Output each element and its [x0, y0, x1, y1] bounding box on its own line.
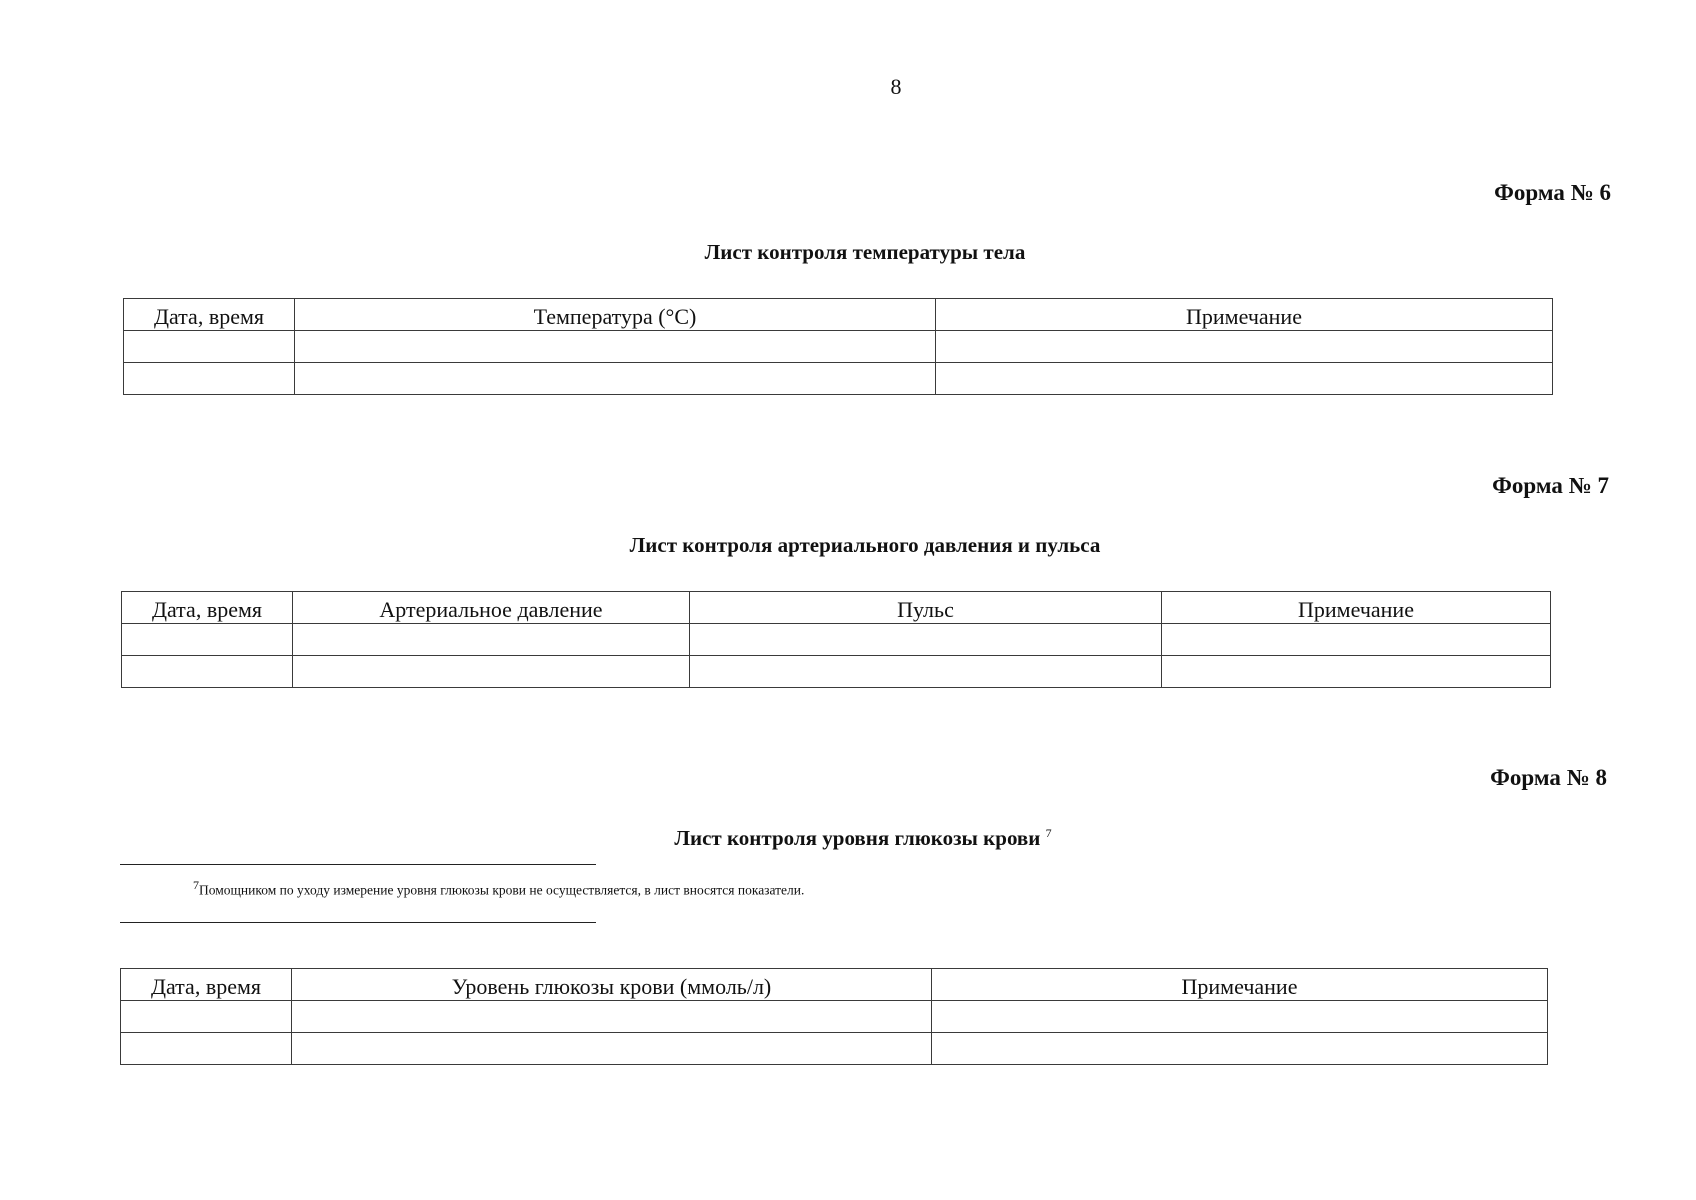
table-cell[interactable] — [124, 363, 295, 395]
form-8-title: Лист контроля уровня глюкозы крови — [674, 826, 1041, 850]
footnote-reference: 7 — [1045, 826, 1052, 840]
table-cell[interactable] — [932, 1001, 1548, 1033]
column-header-note: Примечание — [932, 969, 1548, 1001]
table-row — [122, 624, 1551, 656]
column-header-temperature: Температура (°C) — [295, 299, 936, 331]
table-cell[interactable] — [121, 1001, 292, 1033]
form-6-label: Форма № 6 — [1494, 180, 1611, 205]
footnote-mark: 7 — [193, 878, 199, 892]
table-header-row — [122, 592, 1551, 624]
footnote-text: Помощником по уходу измерение уровня глюкозы крови не осуществляется, в лист вносятся показатели. — [199, 882, 805, 898]
table-cell[interactable] — [936, 363, 1553, 395]
footnote-rule-bottom — [120, 922, 596, 923]
table-cell[interactable] — [293, 624, 690, 656]
table-header-row — [121, 969, 1548, 1001]
table-cell[interactable] — [1162, 656, 1551, 688]
table-header-row — [124, 299, 1553, 331]
form-6-title: Лист контроля температуры тела — [704, 240, 1026, 264]
table-cell[interactable] — [295, 331, 936, 363]
form-7-title: Лист контроля артериального давления и пульса — [629, 533, 1101, 557]
table-cell[interactable] — [292, 1033, 932, 1065]
footnote — [193, 878, 804, 899]
table-cell[interactable] — [690, 656, 1162, 688]
column-header-datetime: Дата, время — [124, 299, 295, 331]
table-cell[interactable] — [122, 656, 293, 688]
table-row — [124, 363, 1553, 395]
form-8-title-line — [0, 826, 1696, 851]
table-cell[interactable] — [1162, 624, 1551, 656]
table-cell[interactable] — [936, 331, 1553, 363]
column-header-note: Примечание — [1162, 592, 1551, 624]
form-7-table — [121, 591, 1551, 688]
table-row — [121, 1033, 1548, 1065]
table-cell[interactable] — [121, 1033, 292, 1065]
table-cell[interactable] — [122, 624, 293, 656]
table-cell[interactable] — [124, 331, 295, 363]
table-row — [121, 1001, 1548, 1033]
footnote-rule-top — [120, 864, 596, 865]
table-row — [122, 656, 1551, 688]
form-7-label: Форма № 7 — [1492, 473, 1609, 498]
table-cell[interactable] — [295, 363, 936, 395]
column-header-note: Примечание — [936, 299, 1553, 331]
column-header-glucose: Уровень глюкозы крови (ммоль/л) — [292, 969, 932, 1001]
table-row — [124, 331, 1553, 363]
form-6-table — [123, 298, 1553, 395]
column-header-datetime: Дата, время — [122, 592, 293, 624]
form-8-label: Форма № 8 — [1490, 765, 1607, 790]
page-number: 8 — [890, 74, 902, 99]
form-8-table — [120, 968, 1548, 1065]
column-header-blood-pressure: Артериальное давление — [293, 592, 690, 624]
column-header-datetime: Дата, время — [121, 969, 292, 1001]
column-header-pulse: Пульс — [690, 592, 1162, 624]
table-cell[interactable] — [292, 1001, 932, 1033]
table-cell[interactable] — [932, 1033, 1548, 1065]
table-cell[interactable] — [293, 656, 690, 688]
table-cell[interactable] — [690, 624, 1162, 656]
